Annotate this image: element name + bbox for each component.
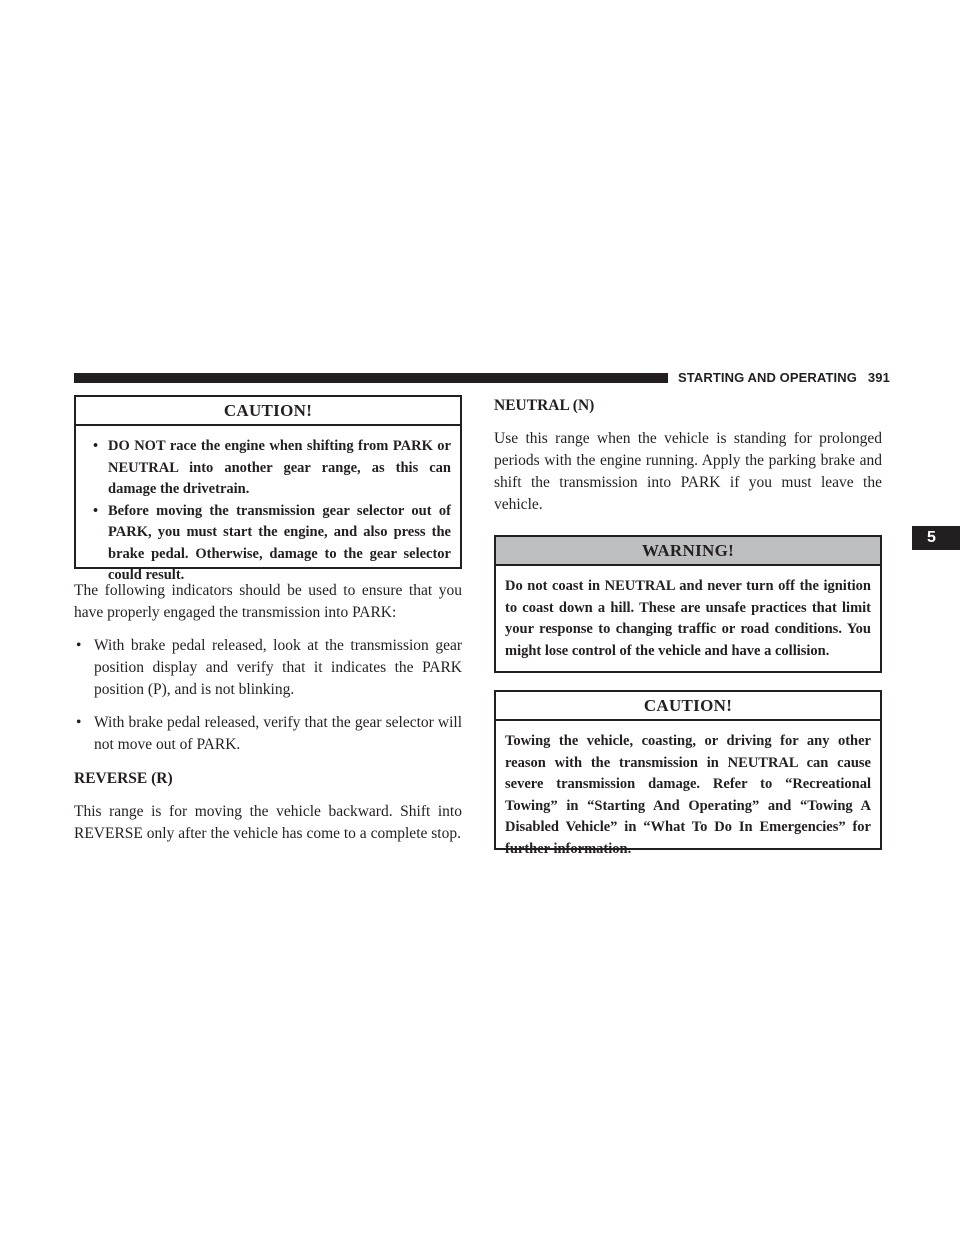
indicator-item: • With brake pedal released, look at the transmission gear position display and verify that it indicates the PARK position (P), and is not blinking. [74, 635, 462, 701]
chapter-tab[interactable]: 5 [912, 526, 960, 550]
page-number: 391 [867, 370, 890, 385]
caution-title: CAUTION! [496, 692, 880, 721]
neutral-paragraph: Use this range when the vehicle is standing for prolonged periods with the engine running. Apply the parking brake and shift the transmission into PARK if you must leave the vehicle. [494, 430, 882, 513]
header-rule [74, 373, 668, 383]
indicator-item: • With brake pedal released, verify that the gear selector will not move out of PARK. [74, 712, 462, 756]
warning-title: WARNING! [496, 537, 880, 566]
right-column [494, 395, 882, 857]
caution-body: Towing the vehicle, coasting, or driving for any other reason with the transmission in NEUTRAL can cause severe transmission damage. Refer to “Recreational Towing” in “Starting And Operating” and “Towing A Disabled Vehicle” in “What To Do In Emergencies” for further information. [505, 733, 871, 857]
warning-box [494, 535, 882, 673]
reverse-paragraph: This range is for moving the vehicle backward. Shift into REVERSE only after the vehicle has come to a complete stop. [74, 803, 462, 842]
caution-item: • Before moving the transmission gear selector out of PARK, you must start the engine, and also press the brake pedal. Otherwise, damage to the gear selector could result. [85, 501, 451, 587]
neutral-heading: NEUTRAL (N) [494, 397, 595, 414]
running-header [678, 369, 890, 387]
caution-box-right [494, 690, 882, 857]
caution-body [76, 426, 460, 596]
caution-title: CAUTION! [76, 397, 460, 426]
section-title: STARTING AND OPERATING [678, 370, 857, 385]
reverse-heading: REVERSE (R) [74, 770, 173, 787]
left-column [74, 395, 462, 845]
caution-item: • DO NOT race the engine when shifting from PARK or NEUTRAL into another gear range, as this can damage the drivetrain. [85, 436, 451, 501]
intro-paragraph: The following indicators should be used to ensure that you have properly engaged the transmission into PARK: [74, 582, 462, 621]
caution-box-left [74, 395, 462, 583]
indicator-list [74, 635, 462, 756]
warning-body: Do not coast in NEUTRAL and never turn off the ignition to coast down a hill. These are unsafe practices that limit your response to changing traffic or road conditions. You might lose control of the vehicle and have a collision. [505, 578, 871, 659]
